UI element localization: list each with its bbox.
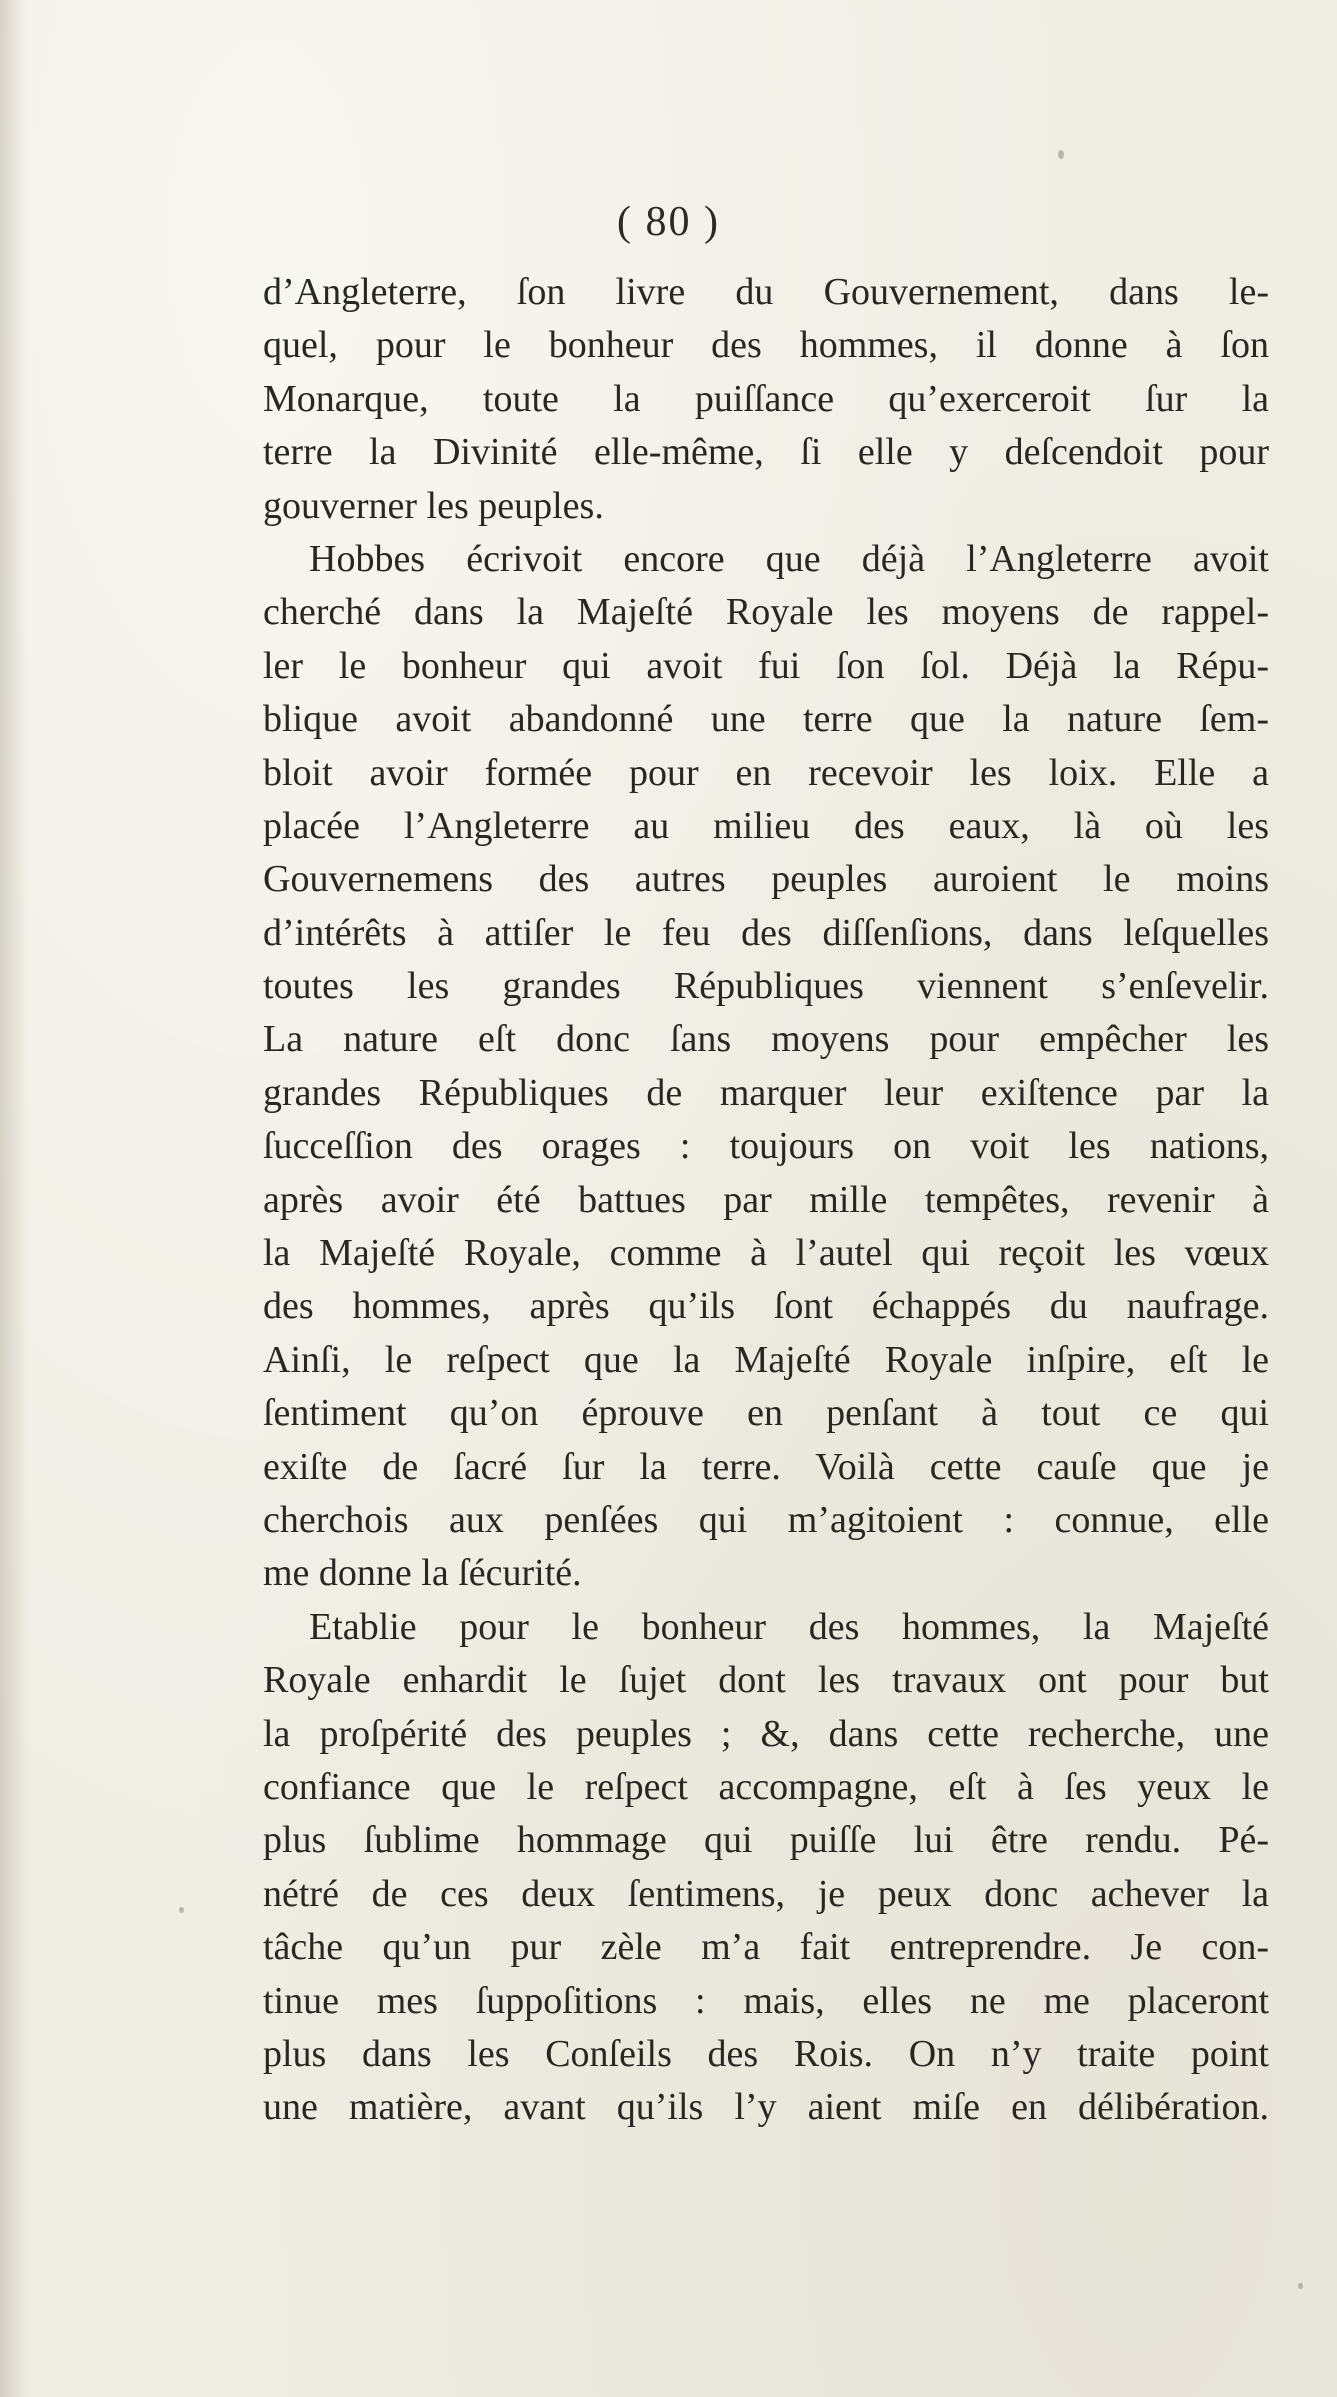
paper-speck (1298, 2283, 1303, 2289)
text-line: terre la Divinité elle-même, ſi elle y deſcendoit pour (263, 431, 1269, 474)
page-number: ( 80 ) (617, 199, 720, 245)
text-line: une matière, avant qu’ils l’y aient miſe en délibération. (263, 2086, 1269, 2129)
text-line: exiſte de ſacré ſur la terre. Voilà cette cauſe que je (263, 1445, 1269, 1488)
text-line: gouverner les peuples. (263, 484, 604, 527)
text-line: La nature eſt donc ſans moyens pour empêcher les (263, 1018, 1269, 1061)
text-line: Ainſi, le reſpect que la Majeſté Royale inſpire, eſt le (263, 1338, 1269, 1381)
text-line: Monarque, toute la puiſſance qu’exerceroit ſur la (263, 377, 1269, 420)
paper-speck (1058, 150, 1064, 159)
text-line: nétré de ces deux ſentimens, je peux donc achever la (263, 1872, 1269, 1915)
text-line: quel, pour le bonheur des hommes, il donne à ſon (263, 324, 1269, 367)
binding-shadow (0, 0, 28, 2397)
text-line: cherché dans la Majeſté Royale les moyens de rappel- (263, 591, 1269, 634)
text-line: la proſpérité des peuples ; &, dans cette recherche, une (263, 1712, 1269, 1755)
text-line: ſentiment qu’on éprouve en penſant à tout ce qui (263, 1392, 1269, 1435)
text-line: cherchois aux penſées qui m’agitoient : connue, elle (263, 1498, 1269, 1541)
body-text (263, 266, 1269, 2135)
text-line: placée l’Angleterre au milieu des eaux, là où les (263, 804, 1269, 847)
text-line: Hobbes écrivoit encore que déjà l’Angleterre avoit (309, 537, 1269, 580)
text-line: des hommes, après qu’ils ſont échappés du naufrage. (263, 1285, 1269, 1328)
text-line: toutes les grandes Républiques viennent s’enſevelir. (263, 965, 1269, 1008)
text-line: d’Angleterre, ſon livre du Gouvernement, dans le- (263, 271, 1269, 313)
text-line: tâche qu’un pur zèle m’a fait entreprendre. Je con- (263, 1926, 1269, 1969)
text-line: après avoir été battues par mille tempêtes, revenir à (263, 1178, 1269, 1221)
text-line: d’intérêts à attiſer le feu des diſſenſions, dans leſquelles (263, 911, 1269, 954)
text-line: Royale enhardit le ſujet dont les travaux ont pour but (263, 1659, 1269, 1702)
text-line: Etablie pour le bonheur des hommes, la Majeſté (309, 1605, 1269, 1648)
text-line: plus ſublime hommage qui puiſſe lui être rendu. Pé- (263, 1819, 1269, 1862)
text-line: Gouvernemens des autres peuples auroient le moins (263, 858, 1269, 901)
text-line: plus dans les Conſeils des Rois. On n’y traite point (263, 2032, 1269, 2075)
text-line: tinue mes ſuppoſitions : mais, elles ne me placeront (263, 1979, 1269, 2022)
text-line: ſucceſſion des orages : toujours on voit les nations, (263, 1125, 1269, 1168)
paper-speck (179, 1907, 184, 1913)
text-line: grandes Républiques de marquer leur exiſtence par la (263, 1071, 1269, 1114)
text-line: confiance que le reſpect accompagne, eſt à ſes yeux le (263, 1765, 1269, 1808)
text-line: blique avoit abandonné une terre que la nature ſem- (263, 698, 1269, 741)
text-line: la Majeſté Royale, comme à l’autel qui reçoit les vœux (263, 1232, 1269, 1275)
text-line: ler le bonheur qui avoit fui ſon ſol. Déjà la Répu- (263, 644, 1269, 687)
text-line: bloit avoir formée pour en recevoir les loix. Elle a (263, 751, 1269, 794)
text-line: me donne la ſécurité. (263, 1552, 582, 1595)
